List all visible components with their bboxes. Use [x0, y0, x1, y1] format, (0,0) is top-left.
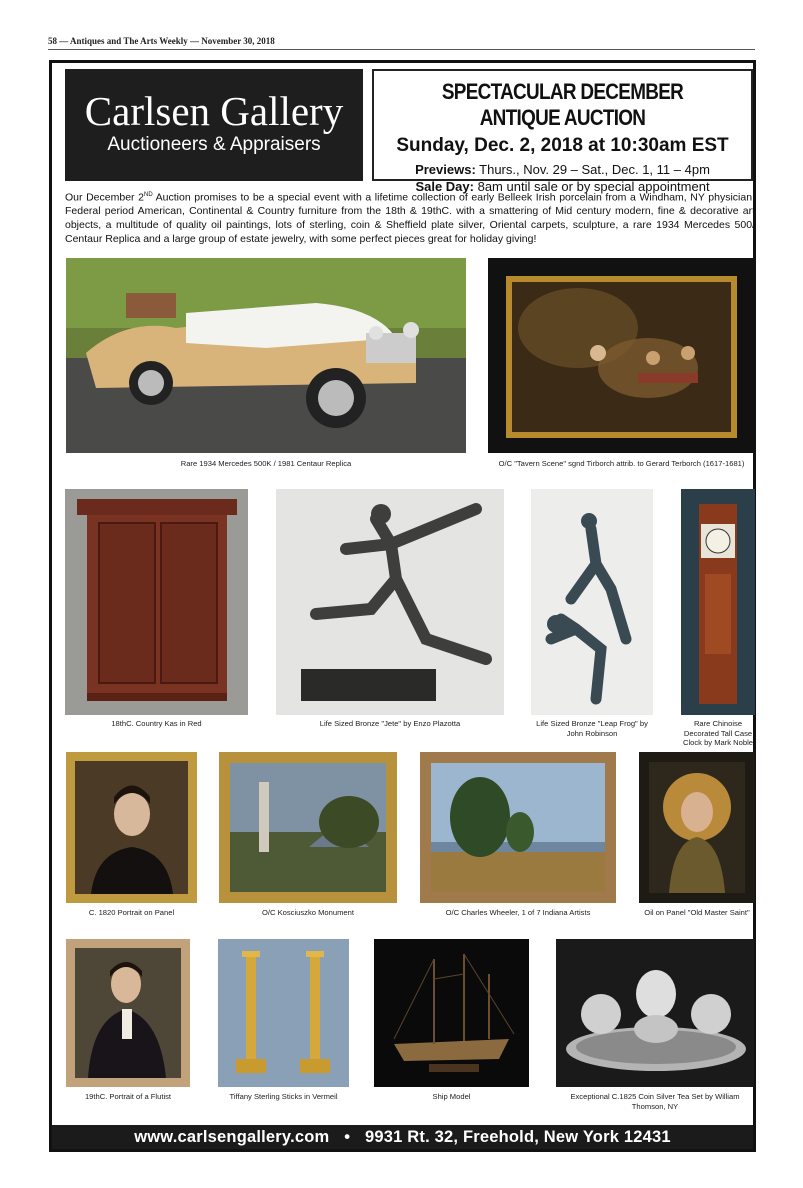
old-master-saint-photo	[639, 752, 755, 903]
portrait-1820-photo	[66, 752, 197, 903]
tea-set-photo	[556, 939, 754, 1087]
kas-photo	[65, 489, 248, 715]
caption-car: Rare 1934 Mercedes 500K / 1981 Centaur Replica	[180, 459, 352, 468]
previews-label: Previews:	[415, 162, 476, 177]
ship-model-photo	[374, 939, 529, 1087]
intro-text-2: Auction promises to be a special event with a lifetime collection of early Belleek Irish porcelain from a Windham, NY physician, Federal period American, Continental & Country furniture from the 18th & 19thC. with a smattering of Mid century modern, fine & decorative art objects, a multitude of quality oil paintings, lots of sterling, coin & Sheffield plate silver, Oriental carpets, sculpture, a rare 1934 Mercedes 500/ Centaur Replica and a large group of estate jewelry, with some perfect pieces great for holiday giving!	[65, 191, 755, 245]
sale-day-text: 8am until sale or by special appointment	[473, 179, 710, 194]
previews-text: Thurs., Nov. 29 – Sat., Dec. 1, 11 – 4pm	[475, 162, 710, 177]
intro-text-1: Our December 2	[65, 191, 144, 204]
wheeler-painting-photo	[420, 752, 616, 903]
leapfrog-bronze-photo	[531, 489, 653, 715]
caption-jete: Life Sized Bronze "Jete" by Enzo Plazotta	[319, 719, 461, 728]
footer-bar	[52, 1125, 753, 1149]
auction-date: Sunday, Dec. 2, 2018 at 10:30am EST	[396, 135, 729, 156]
tiffany-sticks-photo	[218, 939, 349, 1087]
intro-paragraph	[65, 189, 755, 247]
website-link[interactable]: www.carlsengallery.com	[134, 1128, 330, 1146]
auction-title: SPECTACULAR DECEMBER ANTIQUE AUCTION	[441, 79, 684, 130]
caption-clock: Rare Chinoise Decorated Tall Case Clock by Mark Noble	[682, 719, 754, 748]
caption-tiffany: Tiffany Sterling Sticks in Vermeil	[229, 1092, 338, 1101]
car-photo	[66, 258, 466, 453]
gallery-subtitle: Auctioneers & Appraisers	[107, 134, 321, 155]
headline-box	[372, 69, 753, 194]
caption-kosciuszko: O/C Kosciuszko Monument	[261, 908, 354, 917]
sale-day-label: Sale Day:	[415, 179, 474, 194]
gallery-name: Carlsen Gallery	[84, 88, 344, 134]
intro-superscript: ND	[143, 192, 153, 198]
gallery-logo	[65, 69, 363, 181]
caption-tavern: O/C "Tavern Scene" sgnd Tirborch attrib. to Gerard Terborch (1617-1681)	[498, 459, 745, 468]
jete-bronze-photo	[276, 489, 504, 715]
page-header: 58 — Antiques and The Arts Weekly — November 30, 2018	[48, 36, 755, 50]
tall-case-clock-photo	[681, 489, 755, 715]
footer-bullet: •	[344, 1128, 351, 1146]
kosciuszko-painting-photo	[219, 752, 397, 903]
caption-leapfrog: Life Sized Bronze "Leap Frog" by John Robinson	[536, 719, 648, 738]
caption-teaset: Exceptional C.1825 Coin Silver Tea Set by William Thomson, NY	[570, 1092, 740, 1111]
caption-portrait1820: C. 1820 Portrait on Panel	[88, 908, 175, 917]
caption-wheeler: O/C Charles Wheeler, 1 of 7 Indiana Artists	[445, 908, 591, 917]
caption-kas: 18thC. Country Kas in Red	[111, 719, 202, 728]
previews-line	[374, 162, 751, 178]
caption-flutist: 19thC. Portrait of a Flutist	[84, 1092, 172, 1101]
caption-saint: Oil on Panel "Old Master Saint"	[644, 908, 750, 917]
caption-ship: Ship Model	[432, 1092, 471, 1101]
flutist-portrait-photo	[66, 939, 190, 1087]
tavern-painting-photo	[488, 258, 755, 453]
footer-address: 9931 Rt. 32, Freehold, New York 12431	[364, 1128, 671, 1146]
